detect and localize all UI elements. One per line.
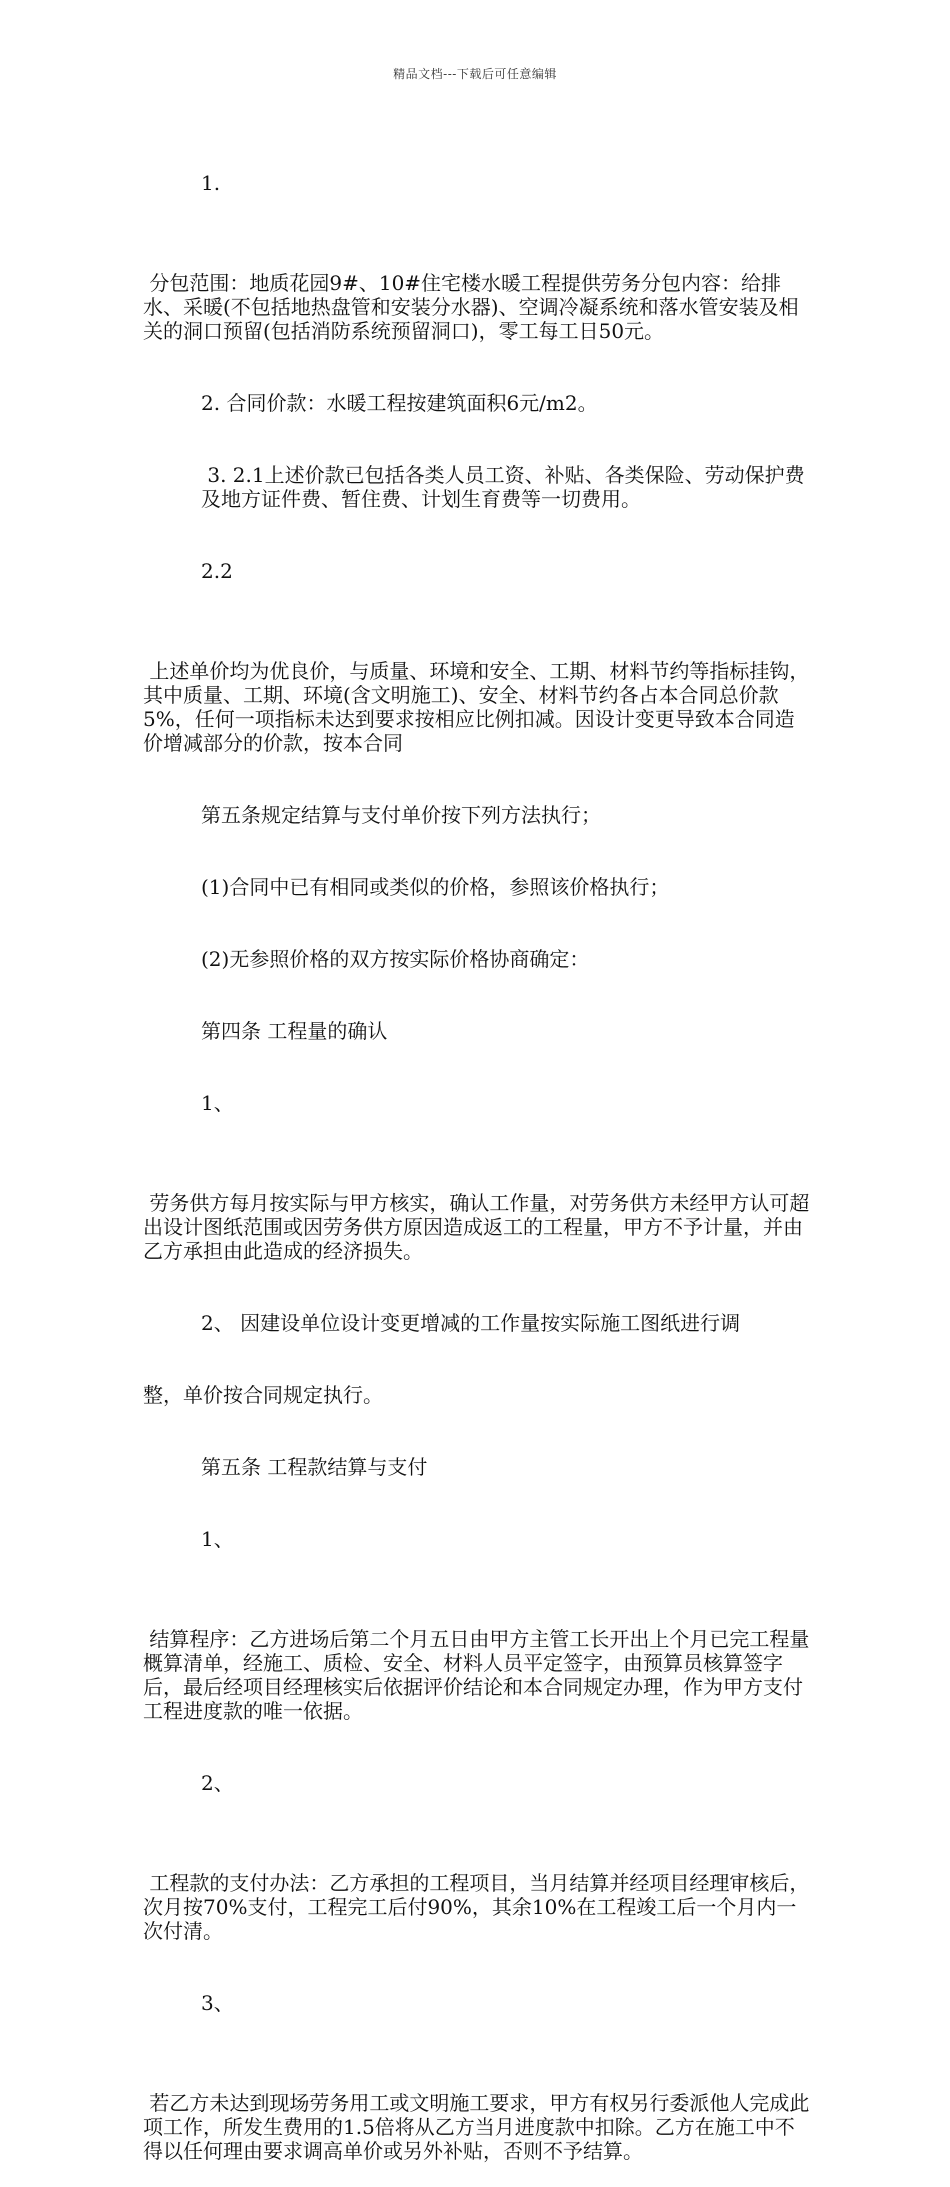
paragraph-design-change-line2: 整，单价按合同规定执行。: [143, 1383, 383, 1407]
page-header: 精品文档---下载后可任意编辑: [393, 67, 557, 81]
paragraph-contract-price: 2. 合同价款：水暖工程按建筑面积6元/m2。: [201, 391, 598, 415]
paragraph-settlement-procedure: 结算程序：乙方进场后第二个月五日由甲方主管工长开出上个月已完工程量概算清单，经施工、质检、安全、材料人员平定签字，由预算员核算签字后，最后经项目经理核实后依据评价结论和本合同规定办理，作为甲方支付工程进度款的唯一依据。: [143, 1627, 810, 1723]
paragraph-method-1: (1)合同中已有相同或类似的价格，参照该价格执行；: [201, 875, 670, 899]
paragraph-payment-method: 工程款的支付办法：乙方承担的工程项目，当月结算并经项目经理审核后，次月按70%支付，工程完工后付90%，其余10%在工程竣工后一个月内一次付清。: [143, 1871, 810, 1943]
paragraph-monthly-verification: 劳务供方每月按实际与甲方核实，确认工作量，对劳务供方未经甲方认可超出设计图纸范围或因劳务供方原因造成返工的工程量，甲方不予计量，并由乙方承担由此造成的经济损失。: [143, 1191, 810, 1263]
paragraph-design-change-line1: 2、 因建设单位设计变更增减的工作量按实际施工图纸进行调: [201, 1311, 741, 1335]
item-number: 3、: [201, 1991, 234, 2015]
item-number: 2、: [201, 1771, 234, 1795]
paragraph-method: 第五条规定结算与支付单价按下列方法执行；: [201, 803, 601, 827]
item-number: 2.2: [201, 559, 233, 583]
document-body: [143, 123, 813, 2187]
paragraph-price-inclusion-lead: 3. 2.1上述价款已包括各类人员工资、补贴、各类保险、劳动保护费及地方证件费、暂住费、计划生育费等一切费用。: [201, 463, 805, 511]
paragraph-requirements: 若乙方未达到现场劳务用工或文明施工要求，甲方有权另行委派他人完成此项工作，所发生费用的1.5倍将从乙方当月进度款中扣除。乙方在施工中不得以任何理由要求调高单价或另外补贴，否则不予结算。: [143, 2091, 810, 2163]
paragraph-method-2: (2)无参照价格的双方按实际价格协商确定：: [201, 947, 590, 971]
item-number: 1.: [201, 171, 221, 195]
paragraph-unit-price: 上述单价均为优良价，与质量、环境和安全、工期、材料节约等指标挂钩，其中质量、工期、环境(含文明施工)、安全、材料节约各占本合同总价款5%，任何一项指标未达到要求按相应比例扣减。因设计变更导致本合同造价增减部分的价款，按本合同: [143, 659, 810, 755]
paragraph-subcontract-scope: 分包范围：地质花园9#、10#住宅楼水暖工程提供劳务分包内容：给排水、采暖(不包括地热盘管和安装分水器)、空调冷凝系统和落水管安装及相关的洞口预留(包括消防系统预留洞口)，零工每工日50元。: [143, 271, 799, 343]
section-heading-quantity: 第四条 工程量的确认: [201, 1019, 388, 1043]
section-heading-settlement: 第五条 工程款结算与支付: [201, 1455, 428, 1479]
item-number: 1、: [201, 1527, 234, 1551]
item-number: 1、: [201, 1091, 234, 1115]
